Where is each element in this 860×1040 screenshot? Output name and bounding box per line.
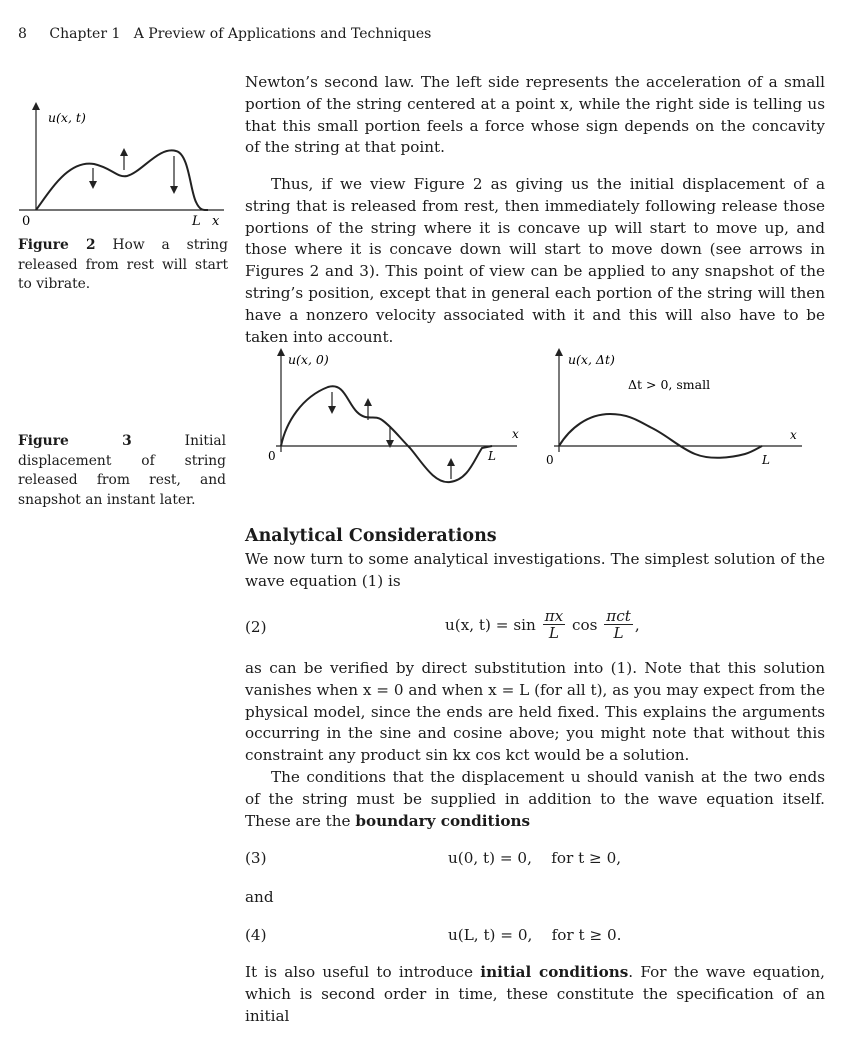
caption-text: Initial displacement of string released from rest, and snapshot an instant later. xyxy=(18,433,226,508)
y-axis-label: u(x, t) xyxy=(48,110,86,125)
bold-term: boundary conditions xyxy=(355,811,531,830)
equation-cos: cos xyxy=(571,616,598,634)
string-curve xyxy=(281,386,492,482)
equation-number: (2) xyxy=(245,618,267,636)
paragraph-text: The conditions that the displacement u should vanish at the two ends of the string must be supplied in addition to the wave equation itself. These are the xyxy=(245,768,825,830)
string-curve xyxy=(36,150,208,210)
L-label: L xyxy=(192,214,201,229)
bold-term: initial conditions xyxy=(480,963,629,981)
figure-3-caption xyxy=(18,432,226,510)
page-number: 8 xyxy=(18,26,27,42)
figure-3-right-plot xyxy=(540,342,808,492)
equation-body: u(L, t) = 0, for t ≥ 0. xyxy=(448,926,622,944)
string-curve xyxy=(559,414,762,458)
caption-label: Figure 3 xyxy=(18,433,132,449)
delta-t-note: Δt > 0, small xyxy=(628,377,711,392)
caption-text: How a string released from rest will start to vibrate. xyxy=(18,237,228,292)
caption-label: Figure 2 xyxy=(18,237,96,253)
paragraph-concavity xyxy=(245,174,825,348)
paragraph-boundary xyxy=(245,767,825,832)
L-label: L xyxy=(488,449,496,463)
paragraph-intro xyxy=(245,549,825,593)
x-axis-label: x xyxy=(212,214,220,229)
x-axis-label: x xyxy=(790,428,797,442)
origin-label: 0 xyxy=(546,453,554,467)
paragraph-text: and xyxy=(245,888,274,906)
origin-label: 0 xyxy=(22,214,31,229)
equation-body xyxy=(445,608,640,642)
x-axis-label: x xyxy=(512,427,519,441)
figure-2 xyxy=(14,98,229,233)
paragraph-text: Thus, if we view Figure 2 as giving us the initial displacement of a string that is released from rest, then immediately following release those portions of the string where it is concave up will start to move up, and those where it is concave down will start to move down (see arrows in Figures 2 and 3). This point of view can be applied to any snapshot of the string’s position, except that in general each portion of the string will then have a nonzero velocity associated with it and this will also have to be taken into account. xyxy=(245,175,825,346)
equation-number: (4) xyxy=(245,926,267,944)
section-title: Analytical Considerations xyxy=(245,526,497,546)
and-text xyxy=(245,887,825,909)
paragraph-initial-conditions xyxy=(245,962,825,1027)
equation-number: (3) xyxy=(245,849,267,867)
y-axis-label: u(x, Δt) xyxy=(568,352,615,367)
fraction-2 xyxy=(604,608,633,642)
paragraph-newton xyxy=(245,72,825,159)
fraction-numerator: πx xyxy=(544,607,564,625)
paragraph-text: . For the wave equation, which is second order in time, these constitute the specification of an initial xyxy=(245,963,825,1025)
equation-4 xyxy=(245,926,825,956)
fraction-denominator: L xyxy=(548,624,559,642)
L-label: L xyxy=(762,453,770,467)
figure-3-left-plot xyxy=(262,342,522,492)
equation-body: u(0, t) = 0, for t ≥ 0, xyxy=(448,849,622,867)
paragraph-verification xyxy=(245,658,825,767)
figure-2-caption xyxy=(18,236,228,295)
fraction-denominator: L xyxy=(613,624,624,642)
equation-tail: , xyxy=(634,616,640,634)
origin-label: 0 xyxy=(268,449,276,463)
paragraph-text: as can be verified by direct substitution into (1). Note that this solution vanishes when x = 0 and when x = L (for all t), as you may expect from the physical model, since the ends are held fixed. This explains the arguments occurring in the sine and cosine above; you might note that without this constraint any product sin kx cos kct would be a solution. xyxy=(245,659,825,765)
paragraph-text: We now turn to some analytical investigations. The simplest solution of the wave equation (1) is xyxy=(245,550,825,590)
equation-2 xyxy=(245,608,825,650)
running-title: Chapter 1 A Preview of Applications and Techniques xyxy=(49,26,432,42)
fraction-numerator: πct xyxy=(606,607,631,625)
y-axis-label: u(x, 0) xyxy=(288,352,329,367)
running-header xyxy=(18,26,431,42)
equation-3 xyxy=(245,849,825,879)
paragraph-text: It is also useful to introduce xyxy=(245,963,481,981)
fraction-1 xyxy=(543,608,566,642)
paragraph-text: Newton’s second law. The left side represents the acceleration of a small portion of the string centered at a point x, while the right side is telling us that this small portion feels a force whose sign depends on the concavity of the string at that point. xyxy=(245,73,825,157)
equation-lhs: u(x, t) = sin xyxy=(445,616,536,634)
